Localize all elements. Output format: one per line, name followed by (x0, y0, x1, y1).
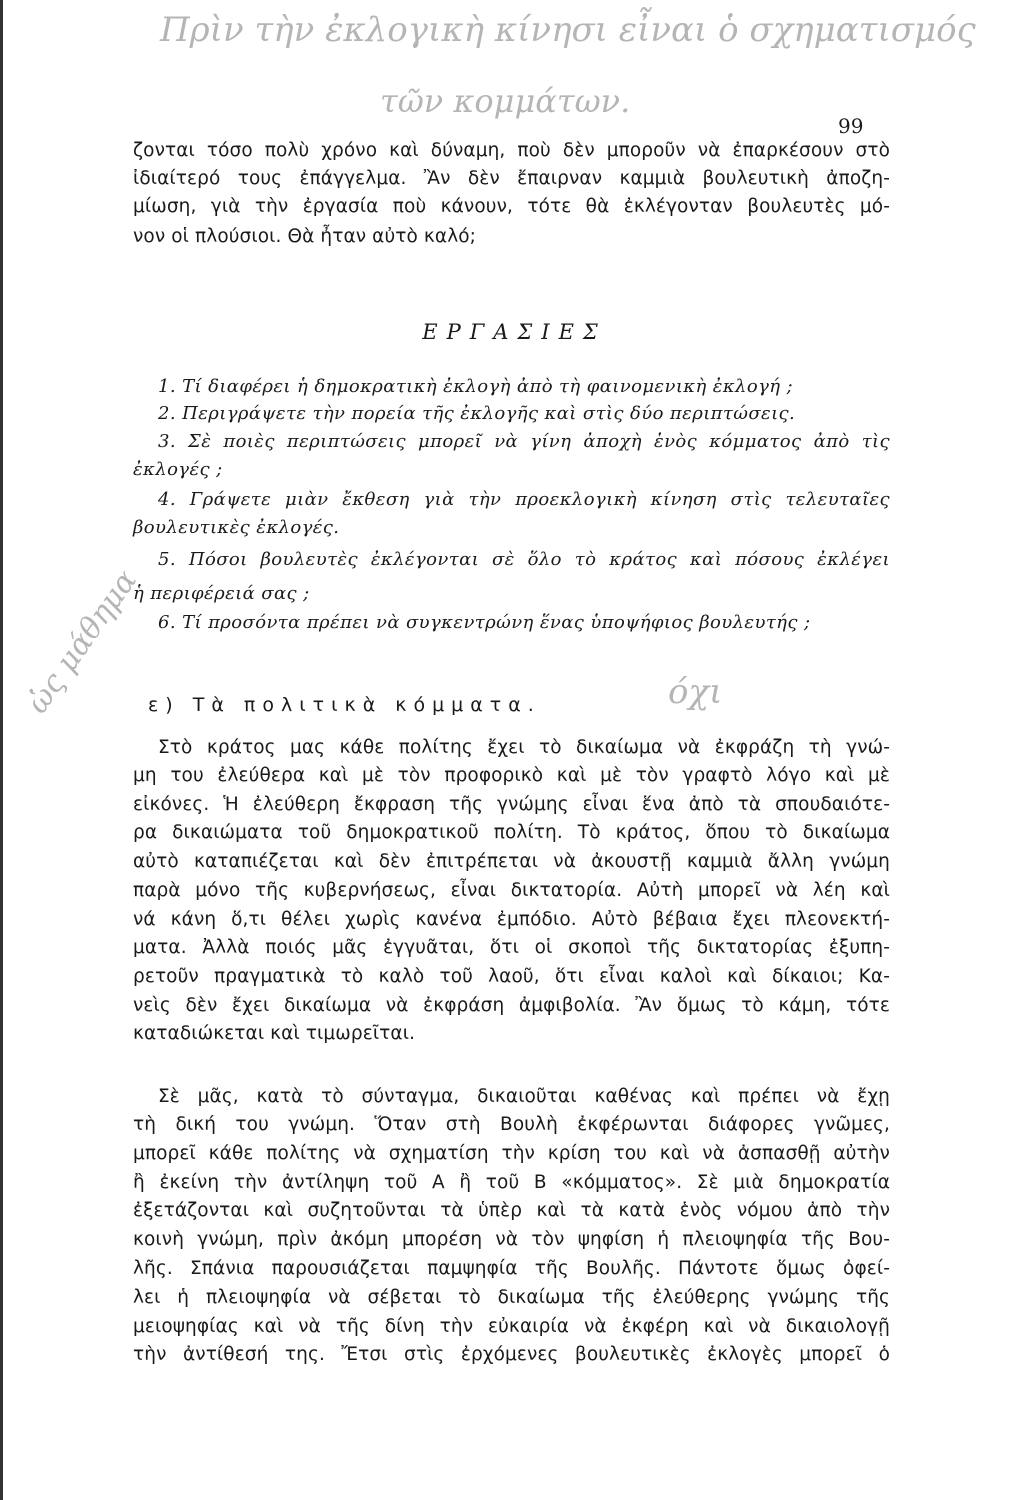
text-line: ἢ ἐκείνη τὴν ἀντίληψη τοῦ Α ἢ τοῦ Β «κόμματος». Σὲ μιὰ δημοκρατία (133, 1172, 890, 1193)
text-line: καταδιώκεται καὶ τιμωρεῖται. (133, 1023, 416, 1044)
text-line: νεὶς δὲν ἔχει δικαίωμα νὰ ἐκφράση ἀμφιβολία. Ἂν ὅμως τὸ κάμη, τότε (133, 995, 890, 1016)
text-line: τὴ δική του γνώμη. Ὅταν στὴ Βουλὴ ἐκφέρωνται διάφορες γνῶμες, (133, 1114, 890, 1135)
text-line: αὐτὸ καταπιέζεται καὶ δὲν ἐπιτρέπεται νὰ ἀκουστῇ καμμιὰ ἄλλη γνώμη (133, 851, 890, 872)
exercise-line: 4. Γράψετε μιὰν ἔκθεση γιὰ τὴν προεκλογικὴ κίνηση στὶς τελευταῖες (158, 489, 890, 510)
handwritten-note-top-1: Πρὶν τὴν ἐκλογικὴ κίνησι εἶναι ὁ σχηματισμός (160, 10, 976, 50)
exercises-heading: ΕΡΓΑΣΙΕΣ (422, 320, 607, 344)
handwritten-note-margin: ὡς μάθημα (20, 563, 145, 721)
text-line: Σὲ μᾶς, κατὰ τὸ σύνταγμα, δικαιοῦται καθένας καὶ πρέπει νὰ ἔχῃ (158, 1086, 890, 1107)
text-line: ἰδιαίτερό τους ἐπάγγελμα. Ἂν δὲν ἔπαιρναν καμμιὰ βουλευτικὴ ἀποζη- (133, 168, 890, 189)
handwritten-note-right: όχι (668, 672, 723, 712)
text-line: ρα δικαιώματα τοῦ δημοκρατικοῦ πολίτη. Τὸ κράτος, ὅπου τὸ δικαίωμα (133, 822, 890, 843)
text-line: μπορεῖ κάθε πολίτης νὰ σχηματίση τὴν κρίση του καὶ νὰ ἀσπασθῇ αὐτὴν (133, 1143, 890, 1164)
text-line: νά κάνη ὅ,τι θέλει χωρὶς κανένα ἐμπόδιο. Αὐτὸ βέβαια ἔχει πλεονεκτή- (133, 909, 890, 930)
handwritten-note-top-2: τῶν κομμάτων. (380, 82, 631, 120)
text-line: λῆς. Σπάνια παρουσιάζεται παμψηφία τῆς Βουλῆς. Πάντοτε ὅμως ὀφεί- (133, 1258, 890, 1279)
exercise-line: 1. Τί διαφέρει ἡ δημοκρατικὴ ἐκλογὴ ἀπὸ τὴ φαινομενικὴ ἐκλογή ; (158, 376, 794, 397)
text-line: λει ἡ πλειοψηφία νὰ σέβεται τὸ δικαίωμα τῆς ἐλεύθερης γνώμης τῆς (133, 1287, 890, 1308)
text-line: ματα. Ἀλλὰ ποιός μᾶς ἐγγυᾶται, ὅτι οἱ σκοποὶ τῆς δικτατορίας ἐξυπη- (133, 937, 890, 958)
text-line: ρετοῦν πραγματικὰ τὸ καλὸ τοῦ λαοῦ, ὅτι εἶναι καλοὶ καὶ δίκαιοι; Κα- (133, 966, 890, 987)
text-line: ἐξετάζονται καὶ συζητοῦνται τὰ ὑπὲρ καὶ τὰ κατὰ ἑνὸς νόμου ἀπὸ τὴν (133, 1200, 890, 1221)
text-line: ζονται τόσο πολὺ χρόνο καὶ δύναμη, ποὺ δὲν μποροῦν νὰ ἐπαρκέσουν στὸ (133, 140, 890, 161)
text-line: τὴν ἀντίθεσή της. Ἔτσι στὶς ἐρχόμενες βουλευτικὲς ἐκλογὲς μπορεῖ ὁ (133, 1344, 890, 1365)
scan-edge (0, 0, 3, 1500)
exercise-line: 3. Σὲ ποιὲς περιπτώσεις μπορεῖ νὰ γίνη ἀποχὴ ἑνὸς κόμματος ἀπὸ τὶς (158, 431, 890, 452)
text-line: παρὰ μόνο τῆς κυβερνήσεως, εἶναι δικτατορία. Αὐτὴ μπορεῖ νὰ λέη καὶ (133, 880, 890, 901)
exercise-line: ἡ περιφέρειά σας ; (133, 583, 310, 604)
text-line: Στὸ κράτος μας κάθε πολίτης ἔχει τὸ δικαίωμα νὰ ἐκφράζη τὴ γνώ- (158, 737, 890, 758)
page-number: 99 (838, 114, 864, 138)
text-line: εἰκόνες. Ἡ ἐλεύθερη ἔκφραση τῆς γνώμης εἶναι ἕνα ἀπὸ τὰ σπουδαιότε- (133, 794, 890, 815)
exercise-line: 2. Περιγράψετε τὴν πορεία τῆς ἐκλογῆς καὶ στὶς δύο περιπτώσεις. (158, 403, 796, 424)
text-line: μη του ἐλεύθερα καὶ μὲ τὸν προφορικὸ καὶ μὲ τὸν γραφτὸ λόγο καὶ μὲ (133, 765, 890, 786)
exercise-line: ἐκλογές ; (133, 459, 223, 480)
exercise-line: 5. Πόσοι βουλευτὲς ἐκλέγονται σὲ ὅλο τὸ κράτος καὶ πόσους ἐκλέγει (158, 549, 890, 570)
exercise-line: 6. Τί προσόντα πρέπει νὰ συγκεντρώνη ἕνας ὑποψήφιος βουλευτής ; (158, 612, 811, 633)
exercise-line: βουλευτικὲς ἐκλογές. (133, 517, 340, 538)
text-line: μειοψηφίας καὶ νὰ τῆς δίνη τὴν εὐκαιρία νὰ ἐκφέρη καὶ νὰ δικαιολογῇ (133, 1316, 890, 1337)
text-line: νον οἱ πλούσιοι. Θὰ ἦταν αὐτὸ καλό; (133, 226, 477, 247)
section-title: ε) Τὰ πολιτικὰ κόμματα. (148, 694, 541, 716)
text-line: μίωση, γιὰ τὴν ἐργασία ποὺ κάνουν, τότε θὰ ἐκλέγονταν βουλευτὲς μό- (133, 196, 890, 217)
text-line: κοινὴ γνώμη, πρὶν ἀκόμη μπορέση νὰ τὸν ψηφίση ἡ πλειοψηφία τῆς Βου- (133, 1229, 890, 1250)
